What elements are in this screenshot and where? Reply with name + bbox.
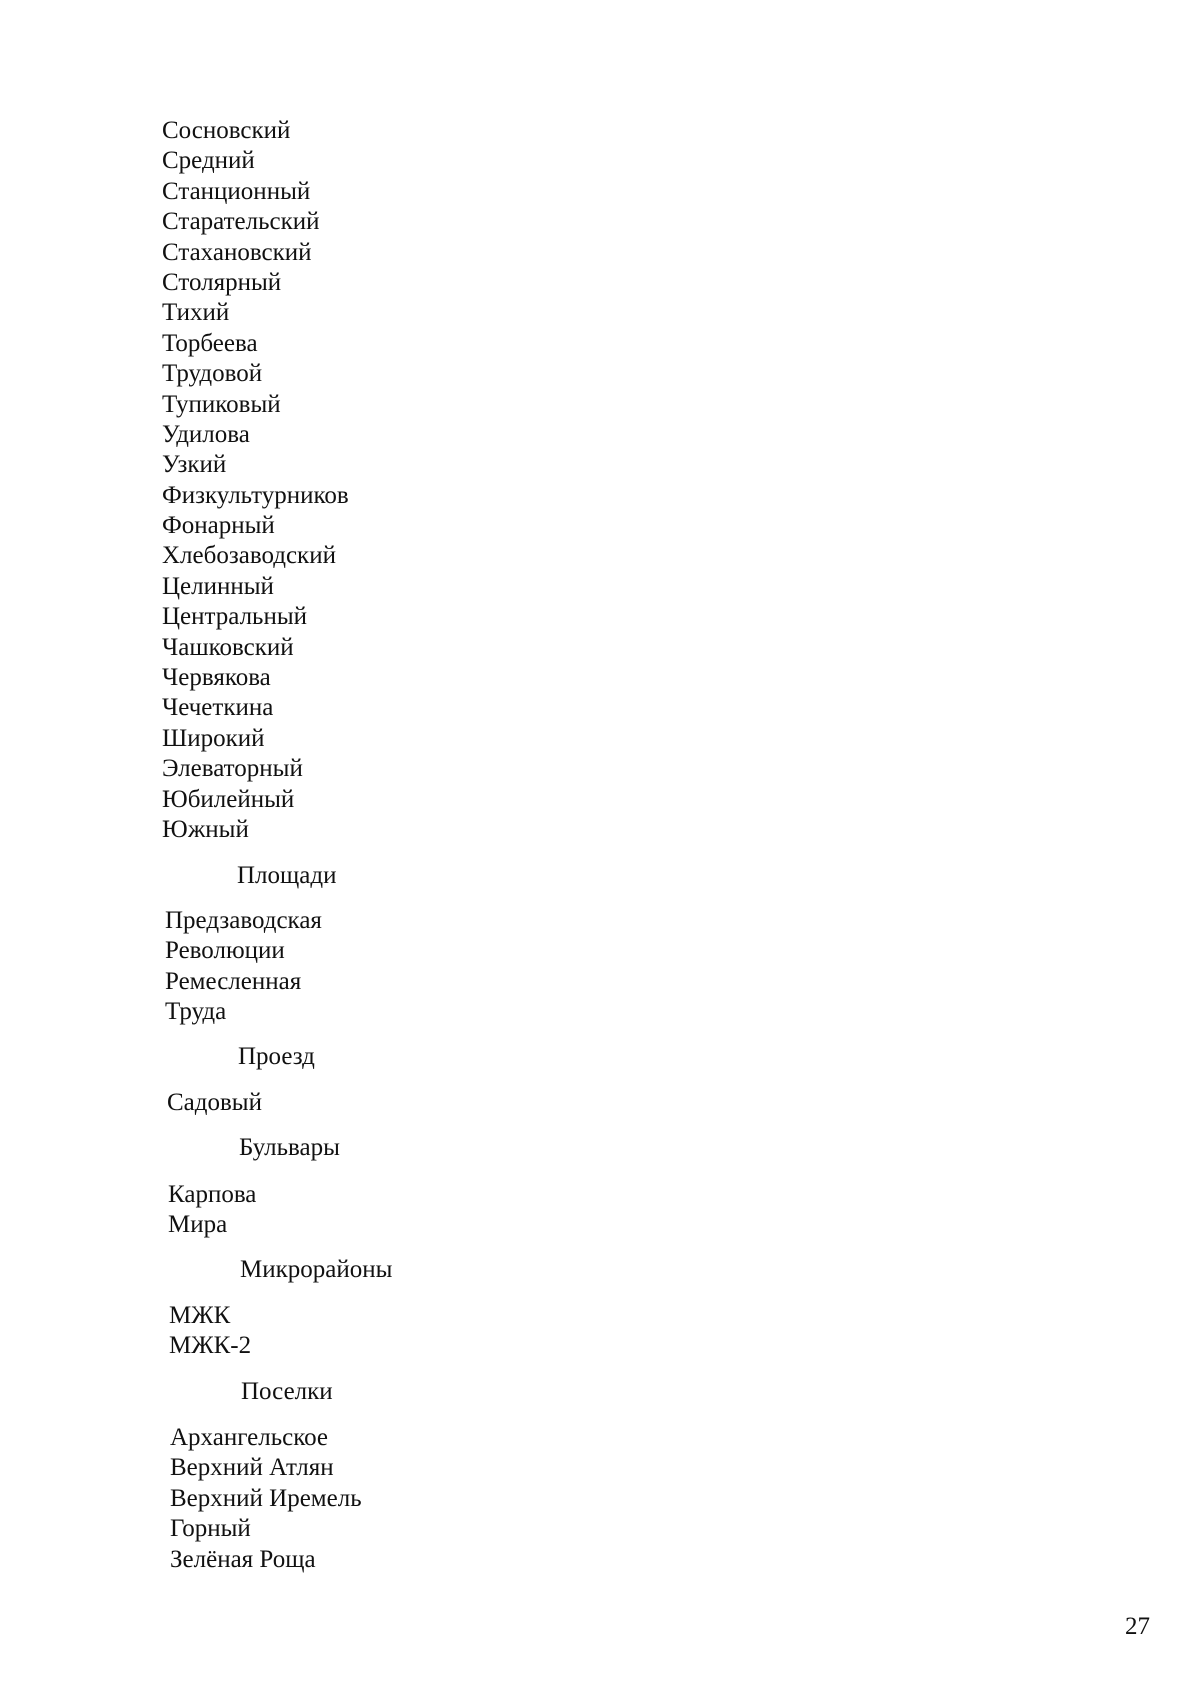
- passage-list: [167, 1088, 262, 1118]
- section-heading-boulevards: Бульвары: [239, 1134, 340, 1161]
- list-item: Столярный: [162, 268, 282, 296]
- list-item: Верхний Атлян: [170, 1454, 334, 1482]
- list-item: Станционный: [162, 177, 311, 205]
- list-item: Фонарный: [162, 512, 275, 540]
- section-heading-settlements: Поселки: [241, 1378, 333, 1405]
- list-item: Чечеткина: [162, 694, 274, 722]
- list-item: Архангельское: [170, 1424, 328, 1451]
- boulevards-list: [168, 1180, 256, 1241]
- list-item: Верхний Иремель: [170, 1484, 362, 1512]
- list-item: Чашковский: [162, 633, 294, 661]
- list-item: Предзаводская: [165, 907, 322, 934]
- section-heading-passage: Проезд: [238, 1043, 315, 1070]
- streets-list: [162, 116, 349, 845]
- list-item: Средний: [162, 147, 255, 175]
- section-heading-squares: Площади: [237, 862, 337, 889]
- list-item: Тихий: [162, 299, 230, 327]
- list-item: Стахановский: [162, 238, 312, 266]
- list-item: Червякова: [162, 664, 271, 692]
- districts-list: [169, 1301, 251, 1362]
- list-item: Мира: [168, 1211, 228, 1239]
- list-item: Элеваторный: [162, 755, 303, 783]
- list-item: Целинный: [162, 572, 274, 600]
- page-number: 27: [1125, 1613, 1150, 1640]
- list-item: МЖК-2: [169, 1332, 252, 1360]
- list-item: Карпова: [168, 1181, 257, 1208]
- squares-list: [165, 906, 322, 1028]
- list-item: Революции: [165, 937, 285, 965]
- settlements-list: [170, 1423, 362, 1575]
- list-item: Садовый: [167, 1089, 262, 1116]
- list-item: Тупиковый: [162, 390, 281, 418]
- list-item: Ремесленная: [165, 967, 302, 995]
- list-item: Торбеева: [162, 329, 258, 357]
- list-item: Горный: [170, 1515, 251, 1543]
- list-item: Южный: [162, 815, 249, 843]
- list-item: Зелёная Роща: [170, 1545, 316, 1573]
- list-item: Узкий: [162, 451, 227, 479]
- list-item: Труда: [165, 998, 227, 1026]
- list-item: Хлебозаводский: [162, 542, 336, 570]
- list-item: Юбилейный: [162, 785, 295, 813]
- list-item: МЖК: [169, 1302, 231, 1329]
- list-item: Старательский: [162, 208, 320, 236]
- section-heading-districts: Микрорайоны: [240, 1256, 393, 1283]
- list-item: Физкультурников: [162, 481, 349, 509]
- list-item: Широкий: [162, 724, 265, 752]
- list-item: Центральный: [162, 603, 308, 631]
- list-item: Сосновский: [162, 117, 291, 144]
- list-item: Удилова: [162, 420, 250, 448]
- list-item: Трудовой: [162, 360, 263, 388]
